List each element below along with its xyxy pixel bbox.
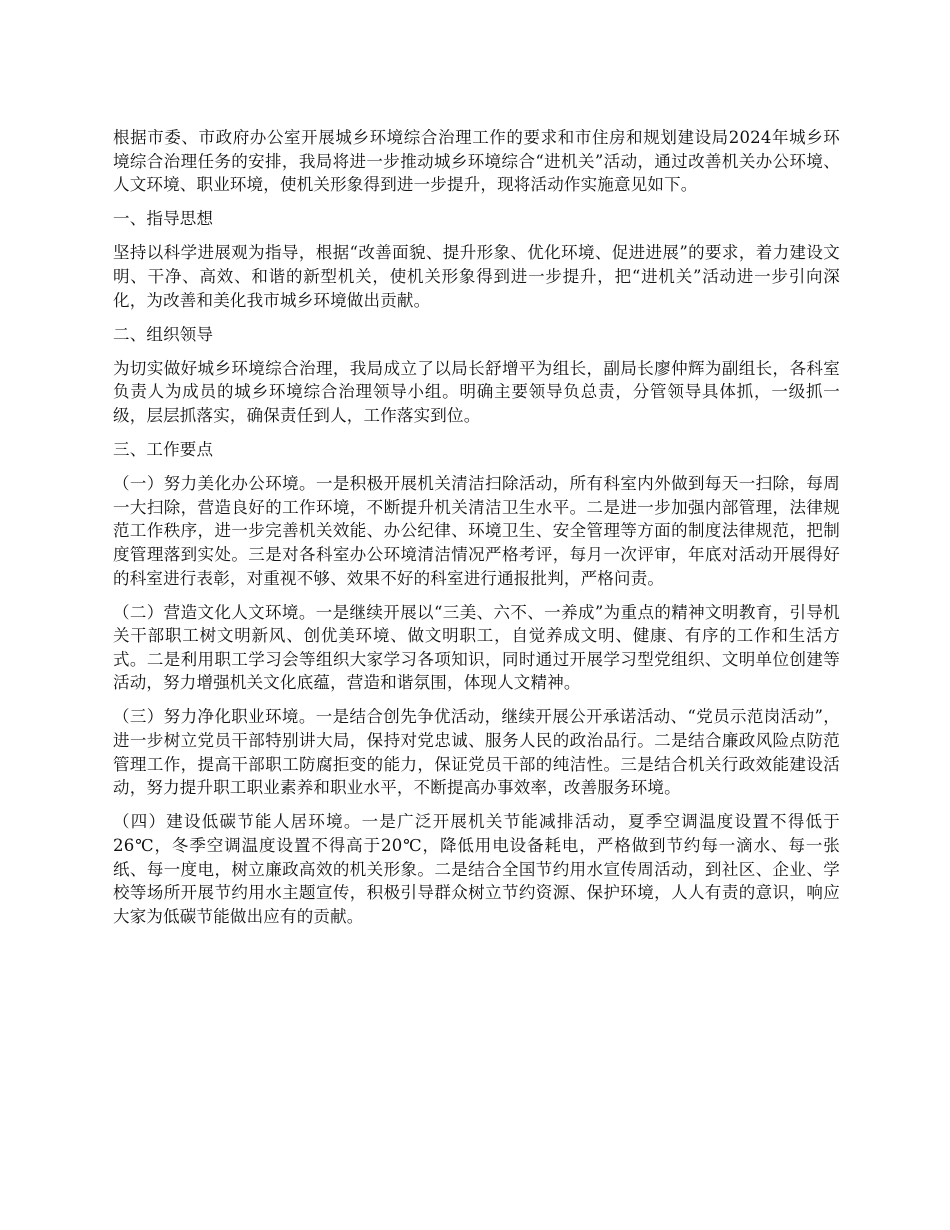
work-point-low-carbon-environment: （四）建设低碳节能人居环境。一是广泛开展机关节能减排活动，夏季空调温度设置不得低于26℃，冬季空调温度设置不得高于20℃，降低用电设备耗电，严格做到节约每一滴水、每一张纸、每一度电，树立廉政高效的机关形象。二是结合全国节约用水宣传周活动，到社区、企业、学校等场所开展节约用水主题宣传，积极引导群众树立节约资源、保护环境，人人有责的意识，响应大家为低碳节能做出应有的贡献。 — [113, 812, 840, 926]
section-heading-guiding-ideology: 一、指导思想 — [113, 209, 214, 229]
work-point-cultural-environment: （二）营造文化人文环境。一是继续开展以“三美、六不、一养成”为重点的精神文明教育，引导机关干部职工树文明新风、创优美环境、做文明职工，自觉养成文明、健康、有序的工作和生活方式。二是利用职工学习会等组织大家学习各项知识，同时通过开展学习型党组织、文明单位创建等活动，努力增强机关文化底蕴，营造和谐氛围，体现人文精神。 — [113, 602, 840, 693]
section-heading-work-points: 三、工作要点 — [113, 440, 214, 460]
intro-paragraph: 根据市委、市政府办公室开展城乡环境综合治理工作的要求和市住房和规划建设局2024年城乡环境综合治理任务的安排，我局将进一步推动城乡环境综合“进机关”活动，通过改善机关办公环境、人文环境、职业环境，使机关形象得到进一步提升，现将活动作实施意见如下。 — [113, 128, 840, 195]
document-body — [113, 126, 840, 939]
section-heading-organization-leadership: 二、组织领导 — [113, 324, 214, 344]
guiding-ideology-paragraph: 坚持以科学进展观为指导，根据“改善面貌、提升形象、优化环境、促进进展”的要求，着力建设文明、干净、高效、和谐的新型机关，使机关形象得到进一步提升，把“进机关”活动进一步引向深化，为改善和美化我市城乡环境做出贡献。 — [113, 243, 840, 310]
work-point-professional-environment: （三）努力净化职业环境。一是结合创先争优活动，继续开展公开承诺活动、“党员示范岗活动”，进一步树立党员干部特别讲大局，保持对党忠诚、服务人民的政治品行。二是结合廉政风险点防范管理工作，提高干部职工防腐拒变的能力，保证党员干部的纯洁性。三是结合机关行政效能建设活动，努力提升职工职业素养和职业水平，不断提高办事效率，改善服务环境。 — [113, 707, 840, 798]
organization-leadership-paragraph: 为切实做好城乡环境综合治理，我局成立了以局长舒增平为组长，副局长廖仲辉为副组长，各科室负责人为成员的城乡环境综合治理领导小组。明确主要领导负总责，分管领导具体抓，一级抓一级，层层抓落实，确保责任到人，工作落实到位。 — [113, 358, 840, 425]
work-point-office-environment: （一）努力美化办公环境。一是积极开展机关清洁扫除活动，所有科室内外做到每天一扫除，每周一大扫除，营造良好的工作环境，不断提升机关清洁卫生水平。二是进一步加强内部管理，法律规范工作秩序，进一步完善机关效能、办公纪律、环境卫生、安全管理等方面的制度法律规范，把制度管理落到实处。三是对各科室办公环境清洁情况严格考评，每月一次评审，年底对活动开展得好的科室进行表彰，对重视不够、效果不好的科室进行通报批判，严格问责。 — [113, 474, 840, 588]
